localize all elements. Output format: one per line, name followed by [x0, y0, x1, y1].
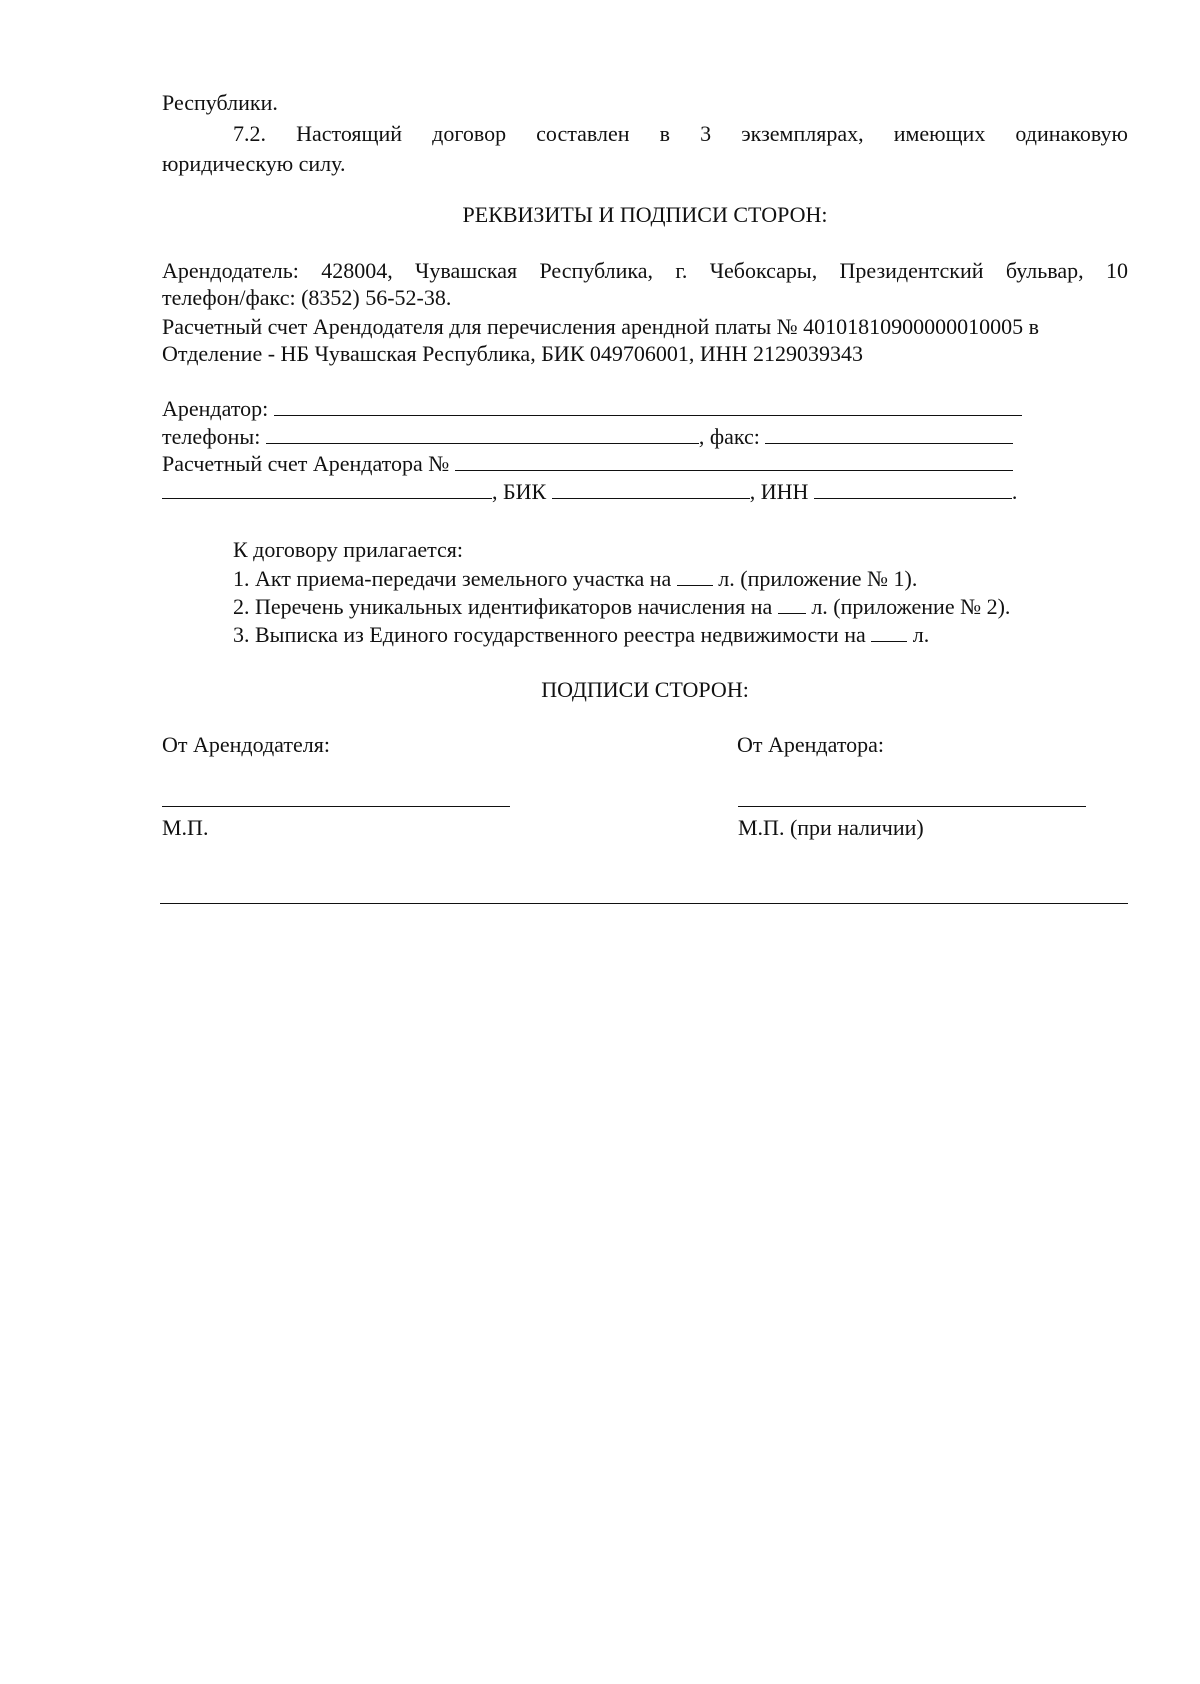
clause-word: договор [432, 121, 507, 146]
tenant-account-line [162, 450, 1013, 478]
lessor-word: бульвар, [1005, 258, 1084, 283]
lessor-word: Арендодатель: [162, 258, 299, 283]
clause-word: составлен [536, 121, 630, 146]
lessor-account-line1: Расчетный счет Арендодателя для перечисления арендной платы № 40101810900000010005 в [162, 314, 1040, 339]
attachment-item-2 [233, 593, 1010, 621]
from-lessor-label: От Арендодателя: [162, 732, 330, 757]
from-tenant-label: От Арендатора: [737, 732, 885, 757]
inn-field[interactable] [814, 478, 1012, 499]
lessor-word: 10 [1105, 258, 1128, 283]
tenant-phones-line [162, 423, 1013, 451]
tenant-label: Арендатор: [162, 396, 269, 421]
lessor-stamp-label: М.П. [162, 815, 209, 840]
tenant-account-continued-field[interactable] [162, 478, 492, 499]
inn-label: , ИНН [749, 479, 809, 504]
lessor-word: 428004, [321, 258, 393, 283]
lessor-phone-line: телефон/факс: (8352) 56-52-38. [162, 285, 452, 310]
lessor-signature-line[interactable] [162, 806, 510, 807]
clause-7-2-line1 [233, 120, 1128, 148]
attachment-3-suffix: л. [912, 622, 930, 647]
attachment-1-suffix: л. (приложение № 1). [718, 566, 918, 591]
bottom-separator-line [160, 903, 1128, 904]
bik-label: , БИК [492, 479, 547, 504]
clause-word: имеющих [893, 121, 986, 146]
clause-word: Настоящий [296, 121, 403, 146]
fax-label: , факс: [698, 424, 760, 449]
attachment-3-pages-field[interactable] [871, 621, 907, 642]
lessor-word: Чувашская [415, 258, 518, 283]
end-dot: . [1011, 479, 1018, 504]
signatures-heading: ПОДПИСИ СТОРОН: [541, 677, 749, 702]
tenant-signature-line[interactable] [738, 806, 1086, 807]
lessor-word: Республика, [539, 258, 654, 283]
attachment-2-suffix: л. (приложение № 2). [811, 594, 1011, 619]
lessor-word: Чебоксары, [709, 258, 818, 283]
lessor-word: Президентский [839, 258, 984, 283]
fax-field[interactable] [765, 423, 1013, 444]
tenant-name-field[interactable] [274, 395, 1022, 416]
attachment-item-3 [233, 621, 929, 649]
tenant-account-field[interactable] [455, 450, 1013, 471]
phones-label: телефоны: [162, 424, 261, 449]
bik-field[interactable] [552, 478, 750, 499]
attachment-1-text: 1. Акт приема-передачи земельного участка на [233, 566, 672, 591]
tenant-stamp-label: М.П. (при наличии) [738, 815, 924, 840]
attachments-intro: К договору прилагается: [233, 537, 464, 562]
phones-field[interactable] [266, 423, 699, 444]
requisites-heading: РЕКВИЗИТЫ И ПОДПИСИ СТОРОН: [462, 202, 828, 227]
lessor-address-line [162, 257, 1128, 285]
attachment-item-1 [233, 565, 917, 593]
tenant-account-label: Расчетный счет Арендатора № [162, 451, 450, 476]
clause-word: экземплярах, [741, 121, 864, 146]
tenant-bank-line [162, 478, 1017, 506]
lessor-word: г. [675, 258, 688, 283]
clause-word: 7.2. [233, 121, 266, 146]
clause-word: 3 [700, 121, 712, 146]
clause-word: одинаковую [1015, 121, 1128, 146]
clause-7-2-line2: юридическую силу. [162, 151, 346, 176]
attachment-2-pages-field[interactable] [778, 593, 806, 614]
clause-word: в [659, 121, 671, 146]
lessor-account-line2: Отделение - НБ Чувашская Республика, БИК 049706001, ИНН 2129039343 [162, 341, 864, 366]
attachment-1-pages-field[interactable] [677, 565, 713, 586]
republic-tail-text: Республики. [162, 90, 278, 115]
attachment-2-text: 2. Перечень уникальных идентификаторов начисления на [233, 594, 773, 619]
attachment-3-text: 3. Выписка из Единого государственного реестра недвижимости на [233, 622, 866, 647]
tenant-line [162, 395, 1022, 423]
